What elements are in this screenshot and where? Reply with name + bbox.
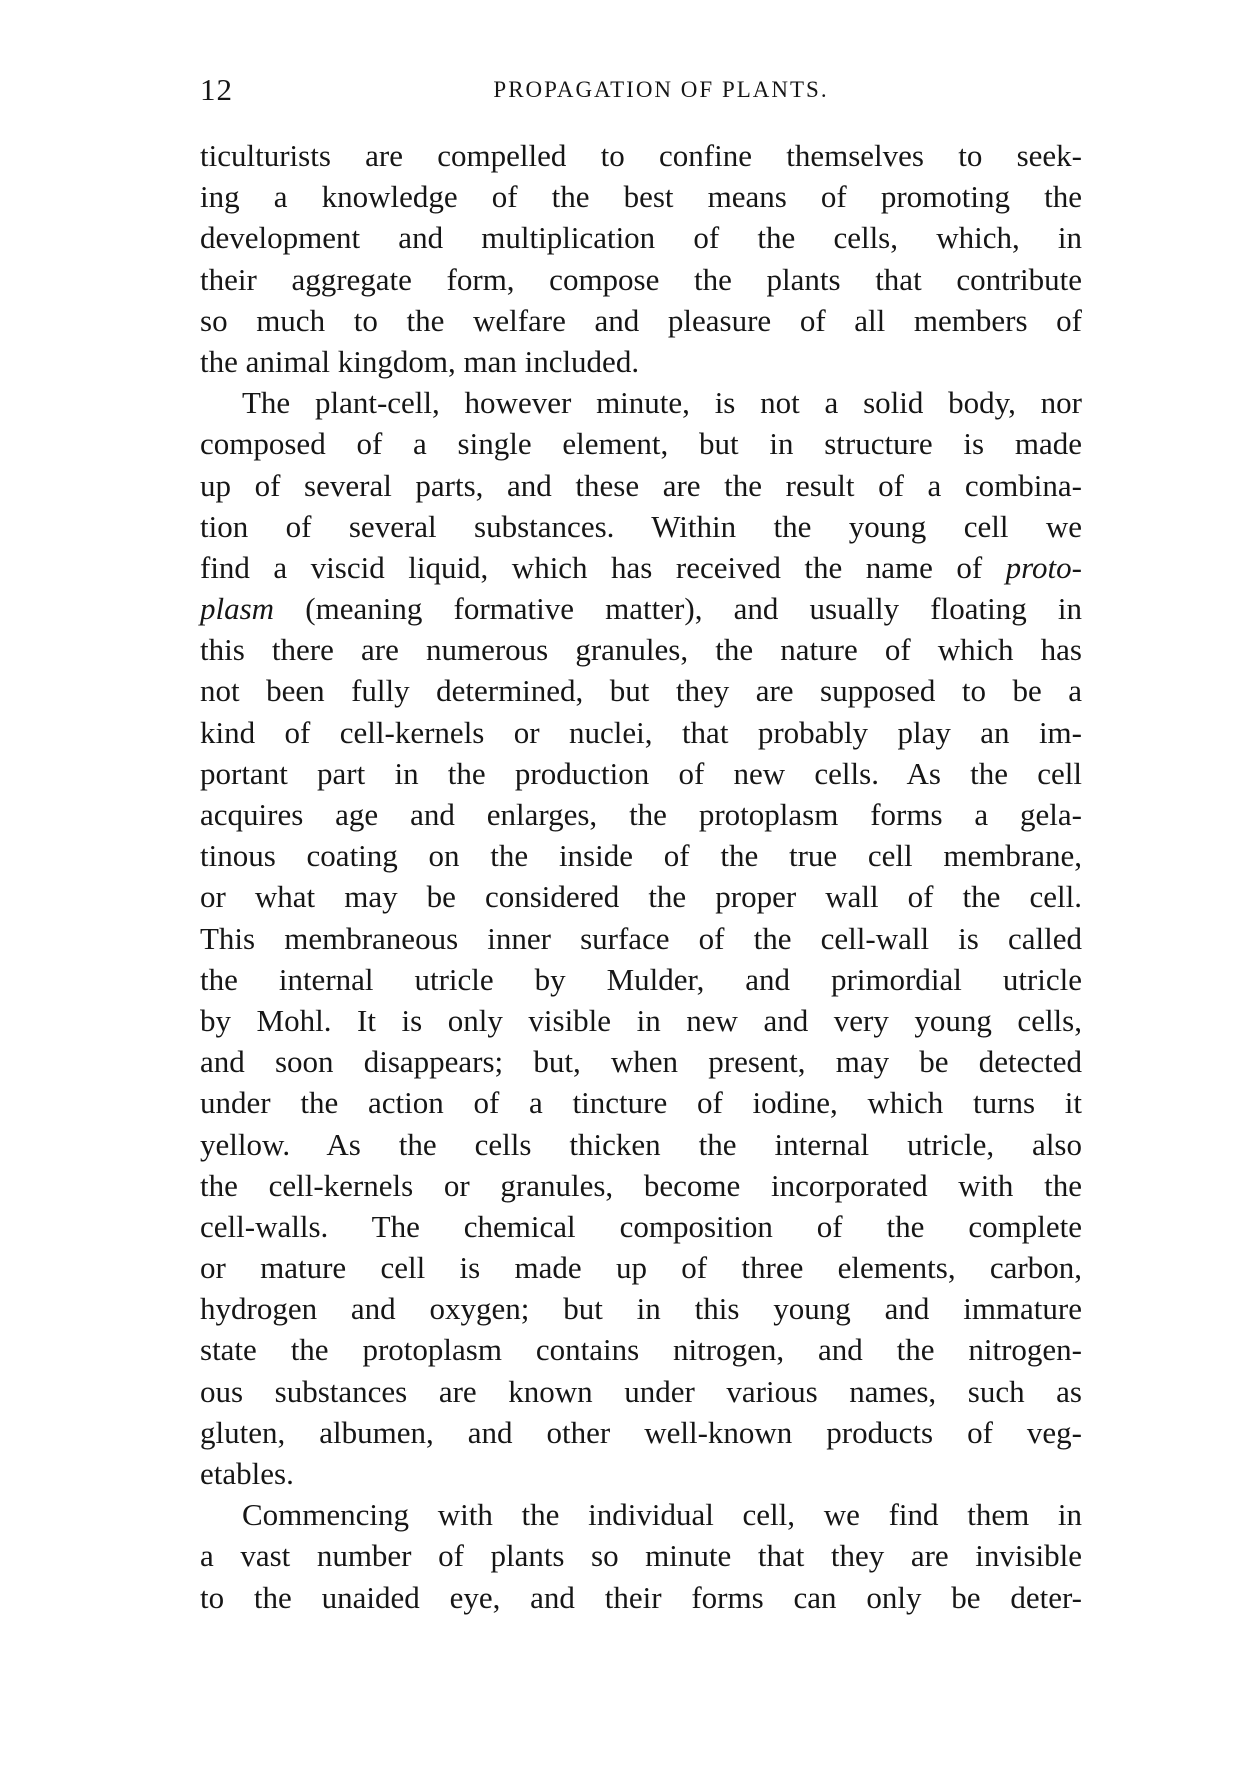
text-line: ous substances are known under various names, such as (200, 1373, 1082, 1409)
text-line: or what may be considered the proper wall of the cell. (200, 879, 1082, 915)
paragraph-1 (200, 135, 1082, 382)
text-line: to the unaided eye, and their forms can only be deter- (200, 1579, 1082, 1615)
text-line: so much to the welfare and pleasure of all members of (200, 302, 1082, 338)
text-line: The plant-cell, however minute, is not a solid body, nor (242, 385, 1082, 421)
text-line: up of several parts, and these are the result of a combina- (200, 467, 1082, 503)
text-line: composed of a single element, but in structure is made (200, 426, 1082, 462)
text-line: This membraneous inner surface of the cell-wall is called (200, 920, 1082, 956)
text-line: ing a knowledge of the best means of promoting the (200, 179, 1082, 215)
italic-term: proto- (1005, 549, 1082, 585)
text-line: a vast number of plants so minute that they are invisible (200, 1538, 1082, 1574)
text-line: tinous coating on the inside of the true cell membrane, (200, 838, 1082, 874)
text-run: find a viscid liquid, which has received the name of (200, 549, 1006, 585)
text-line: and soon disappears; but, when present, may be detected (200, 1044, 1082, 1080)
text-line: not been fully determined, but they are supposed to be a (200, 673, 1082, 709)
text-line: ticulturists are compelled to confine themselves to seek- (200, 138, 1082, 173)
text-line: cell-walls. The chemical composition of the complete (200, 1208, 1082, 1244)
text-line: tion of several substances. Within the young cell we (200, 508, 1082, 544)
text-line: under the action of a tincture of iodine, which turns it (200, 1085, 1082, 1121)
body-text (200, 135, 1082, 1618)
paragraph-2 (200, 382, 1082, 1494)
text-line: the cell-kernels or granules, become incorporated with the (200, 1167, 1082, 1203)
text-line: or mature cell is made up of three elements, carbon, (200, 1250, 1082, 1286)
text-line: the internal utricle by Mulder, and primordial utricle (200, 961, 1082, 997)
text-line: acquires age and enlarges, the protoplasm forms a gela- (200, 797, 1082, 832)
text-line: the animal kingdom, man included. (200, 343, 640, 379)
text-line: kind of cell-kernels or nuclei, that probably play an im- (200, 714, 1082, 750)
paragraph-3 (200, 1494, 1082, 1618)
text-line: yellow. As the cells thicken the internal utricle, also (200, 1126, 1082, 1162)
text-line: Commencing with the individual cell, we find them in (242, 1497, 1082, 1533)
running-head (200, 70, 1082, 110)
text-line: state the protoplasm contains nitrogen, and the nitrogen- (200, 1332, 1082, 1368)
italic-term: plasm (200, 591, 275, 627)
text-line: gluten, albumen, and other well-known products of veg- (200, 1414, 1082, 1450)
page-number: 12 (200, 72, 233, 107)
text-line (200, 588, 1082, 629)
text-line: their aggregate form, compose the plants that contribute (200, 261, 1082, 297)
text-line: hydrogen and oxygen; but in this young and immature (200, 1291, 1082, 1327)
text-line: portant part in the production of new cells. As the cell (200, 755, 1082, 791)
text-line: development and multiplication of the cells, which, in (200, 220, 1082, 256)
running-title: PROPAGATION OF PLANTS. (493, 77, 829, 102)
text-line: by Mohl. It is only visible in new and very young cells, (200, 1002, 1082, 1038)
text-line (200, 547, 1082, 588)
text-run: (meaning formative matter), and usually floating in (274, 591, 1082, 627)
text-line: this there are numerous granules, the nature of which has (200, 632, 1082, 668)
text-line: etables. (200, 1456, 294, 1491)
